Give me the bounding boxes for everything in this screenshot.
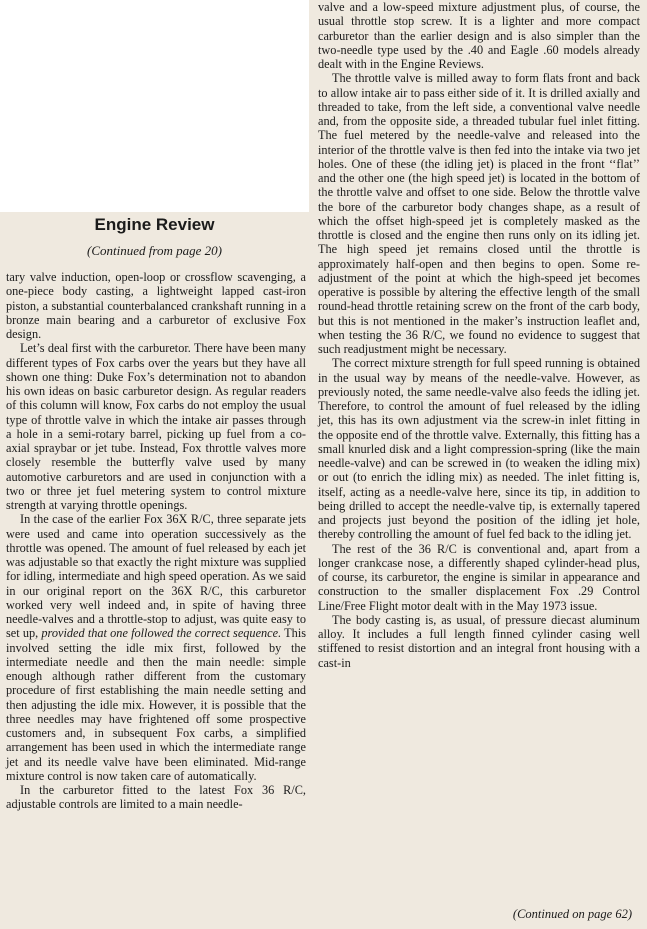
paragraph: valve and a low-speed mixture adjustment plus, of course, the usual throttle stop screw. It is a lighter and more compact carburetor than the earlier design and is also simpler than the two-needle type used by the .40 and Eagle .60 models already dealt with in the Engine Reviews. (318, 0, 640, 71)
blank-area (0, 0, 309, 212)
continued-on-note: (Continued on page 62) (512, 907, 632, 921)
paragraph: The body casting is, as usual, of pressure diecast aluminum alloy. It includes a full length finned cylinder casing well stiffened to resist distortion and an integral front housing with a cast-in (318, 612, 640, 670)
paragraph (6, 512, 306, 783)
paragraph: The correct mixture strength for full speed running is obtained in the usual way by means of the needle-valve. However, as previously noted, the same needle-valve also feeds the idling jet. Therefore, to control the amount of fuel released by the idling jet, this has its own adjustment via the screw-in inlet fitting in the opposite end of the throttle valve. Externally, this fitting has a small knurled disk and a light compression-spring (like the main needle-valve) and can be screwed in (to weaken the idling mix) or out (to enrich the idling mix) as needed. The inlet fitting is, itself, acting as a needle-valve here, since its tip, in addition to being drilled to accept the needle-valve tip, is externally tapered and projects just beyond the position of the idling jet hole, thereby controlling the amount of fuel fed back to the idling jet. (318, 356, 640, 542)
paragraph-text: This involved setting the idle mix first, followed by the intermediate needle and then the main needle: simple enough although rather different from the customary procedure of first establishing the main needle setting and then adjusting the idle mix. However, it is possible that the three needles may have frightened off some prospective customers and, in subsequent Fox carbs, a simplified arrangement has been used in which the intermediate range jet and its needle valve have been eliminated. Mid-range mixture control is now taken care of automatically. (6, 626, 307, 783)
paragraph-text: In the case of the earlier Fox 36X R/C, three separate jets were used and came into operation successively as the throttle was opened. The amount of fuel released by each jet was adjustable so that exactly the right mixture was supplied for idling, intermediate and high speed operation. As we said in our original report on the 36X R/C, this carburetor worked very well indeed and, in spite of having three needle-valves and a throttle-stop to adjust, was quite easy to set up, (6, 512, 306, 641)
paragraph: The rest of the 36 R/C is conventional and, apart from a longer crankcase nose, a differently shaped cylinder-head plus, of course, its carburetor, the engine is similar in appearance and construction to the smaller displacement Fox .29 Control Line/Free Flight motor dealt with in the May 1973 issue. (318, 541, 640, 613)
paragraph: tary valve induction, open-loop or crossflow scavenging, a one-piece body casting, a lightweight lapped cast-iron piston, a substantial counterbalanced crankshaft running in a bronze main bearing and a carburetor of exclusive Fox design. (6, 270, 306, 341)
paragraph: Let’s deal first with the carburetor. There have been many different types of Fox carbs over the years but they have all shown one thing: Duke Fox’s determination not to abandon his own ideas on basic carburetor design. As regular readers of this column will know, Fox carbs do not employ the usual type of throttle valve in which the intake air passes through a hole in a semi-rotary barrel, picking up fuel from a co-axial spraybar or jet tube. Instead, Fox throttle valves more closely resemble the butterfly valve used by many automotive carburetors and are used in conjunction with a two or three jet fuel metering system to control mixture strength at varying throttle openings. (6, 341, 306, 512)
paragraph: The throttle valve is milled away to form flats front and back to allow intake air to pass either side of it. It is drilled axially and threaded to take, from the left side, a conventional valve needle and, from the opposite side, a threaded tubular fuel inlet fitting. The fuel metered by the needle-valve and released into the interior of the throttle valve is then fed into the intake via two jet holes. One of these (the idling jet) is placed in the front ‘‘flat’’ and the other one (the high speed jet) is located in the bottom of the throttle valve and offset to one side. Below the throttle valve the bore of the carburetor body changes shape, as a result of which the offset high-speed jet is completely masked as the throttle is closed and the engine then runs only on its idling jet. The high speed jet remains closed until the throttle is approximately half-open and then begins to open. Some re-adjustment of the point at which the high-speed jet becomes operative is possible by altering the effective length of the small round-head throttle retaining screw on the front of the carb body, but this is not mentioned in the maker’s instruction leaflet and, when testing the 36 R/C, we found no evidence to suggest that such readjustment might be necessary. (318, 71, 640, 356)
paragraph: In the carburetor fitted to the latest Fox 36 R/C, adjustable controls are limited to a main needle- (6, 783, 306, 812)
left-column (6, 270, 306, 812)
continued-from-note: (Continued from page 20) (87, 243, 222, 258)
right-column (318, 0, 640, 670)
emphasis-text: provided that one followed the correct sequence. (41, 626, 282, 641)
section-heading: Engine Review (94, 215, 215, 234)
